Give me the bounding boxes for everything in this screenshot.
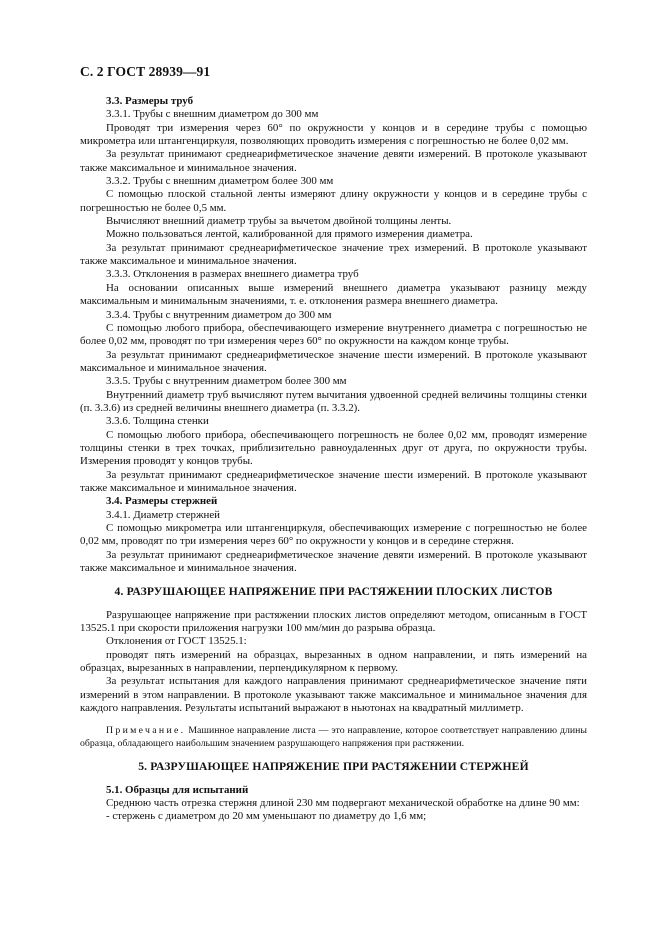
paragraph: проводят пять измерений на образцах, вырезанных в одном направлении, и пять измерений на образцах, вырезанных в направлении, перпендикулярном к первому. bbox=[80, 648, 587, 675]
paragraph: За результат принимают среднеарифметическое значение шести измерений. В протоколе указывают максимальное и минимальное значения. bbox=[80, 348, 587, 374]
paragraph: Разрушающее напряжение при растяжении плоских листов определяют методом, описанным в ГОСТ 13525.1 при скорости приложения нагрузки 100 мм/мин до разрыва образца. bbox=[80, 608, 587, 635]
section-3-3-4-title: 3.3.4. Трубы с внутренним диаметром до 300 мм bbox=[106, 308, 332, 321]
paragraph: На основании описанных выше измерений внешнего диаметра указывают разницу между максимальным и минимальным значениями, т. е. отклонения размера внешнего диаметра. bbox=[80, 281, 587, 308]
paragraph: Проводят три измерения через 60° по окружности у концов и в середине трубы с помощью микрометра или штангенциркуля, позволяющих проводить измерения с погрешностью не более 0,02 мм. bbox=[80, 121, 587, 148]
section-5-1-title: 5.1. Образцы для испытаний bbox=[106, 783, 249, 796]
section-5-heading: 5. РАЗРУШАЮЩЕЕ НАПРЯЖЕНИЕ ПРИ РАСТЯЖЕНИИ СТЕРЖНЕЙ bbox=[138, 760, 529, 774]
section-3-3-3-title: 3.3.3. Отклонения в размерах внешнего диаметра труб bbox=[106, 268, 359, 281]
paragraph: За результат принимают среднеарифметическое значение шести измерений. В протоколе указывают также максимальное и минимальное значения. bbox=[80, 468, 587, 494]
paragraph: Можно пользоваться лентой, калиброванной для прямого измерения диаметра. bbox=[106, 228, 473, 241]
note-text: Машинное направление листа — это направление, которое соответствует направлению длины образца, обладающего наибольшим значением разрушающего напряжения при растяжении. bbox=[80, 725, 587, 749]
paragraph: Отклонения от ГОСТ 13525.1: bbox=[106, 635, 247, 648]
section-3-3-title: 3.3. Размеры труб bbox=[106, 95, 194, 107]
section-3-3-1-title: 3.3.1. Трубы с внешним диаметром до 300 мм bbox=[106, 108, 319, 121]
paragraph: Внутренний диаметр труб вычисляют путем вычитания удвоенной средней величины толщины стенки (п. 3.3.6) из средней величины внешнего диаметра (п. 3.3.2). bbox=[80, 388, 587, 414]
paragraph: Вычисляют внешний диаметр трубы за вычетом двойной толщины ленты. bbox=[106, 215, 452, 228]
paragraph: За результат принимают среднеарифметическое значение девяти измерений. В протоколе указывают также максимальное и минимальное значения. bbox=[80, 548, 587, 575]
note-label: Примечание. bbox=[106, 725, 186, 737]
paragraph: За результат принимают среднеарифметическое значение трех измерений. В протоколе указывают также максимальное и минимальное значения. bbox=[80, 241, 587, 268]
paragraph: Среднюю часть отрезка стержня длиной 230 мм подвергают механической обработке на длине 90 мм: bbox=[106, 796, 580, 809]
section-3-3-5-title: 3.3.5. Трубы с внутренним диаметром более 300 мм bbox=[106, 375, 347, 388]
paragraph: - стержень с диаметром до 20 мм уменьшают по диаметру до 1,6 мм; bbox=[106, 810, 427, 823]
paragraph: За результат принимают среднеарифметическое значение девяти измерений. В протоколе указывают также максимальное и минимальное значения. bbox=[80, 148, 587, 174]
paragraph: С помощью плоской стальной ленты измеряют длину окружности у концов и в середине трубы с погрешностью не более 0,5 мм. bbox=[80, 188, 587, 214]
document-body bbox=[80, 95, 587, 824]
page-header: С. 2 ГОСТ 28939—91 bbox=[80, 64, 211, 79]
note bbox=[80, 725, 587, 750]
section-3-3-2-title: 3.3.2. Трубы с внешним диаметром более 300 мм bbox=[106, 175, 334, 188]
section-4-heading: 4. РАЗРУШАЮЩЕЕ НАПРЯЖЕНИЕ ПРИ РАСТЯЖЕНИИ ПЛОСКИХ ЛИСТОВ bbox=[114, 585, 553, 599]
paragraph: С помощью любого прибора, обеспечивающего измерение внутреннего диаметра с погрешностью не более 0,02 мм, проводят по три измерения через 60° по окружности на каждом конце трубы. bbox=[80, 321, 587, 348]
section-3-4-1-title: 3.4.1. Диаметр стержней bbox=[106, 508, 220, 521]
paragraph: С помощью любого прибора, обеспечивающего погрешность не более 0,02 мм, проводят измерение толщины стенки в трех точках, приблизительно равноудаленных друг от друга, по окружности трубы. Измерения проводят у концов трубы. bbox=[80, 428, 587, 468]
section-3-4-title: 3.4. Размеры стержней bbox=[106, 495, 218, 508]
paragraph: За результат испытания для каждого направления принимают среднеарифметическое значение пяти измерений в этом направлении. В протоколе указывают также максимальное и минимальное значения для каждого направления. Результаты испытаний выражают в ньютонах на квадратный миллиметр. bbox=[80, 675, 587, 715]
paragraph: С помощью микрометра или штангенциркуля, обеспечивающих измерение с погрешностью не более 0,02 мм, проводят по три измерения через 60° по окружности у концов и в середине стержня. bbox=[80, 522, 587, 548]
section-3-3-6-title: 3.3.6. Толщина стенки bbox=[106, 415, 209, 428]
